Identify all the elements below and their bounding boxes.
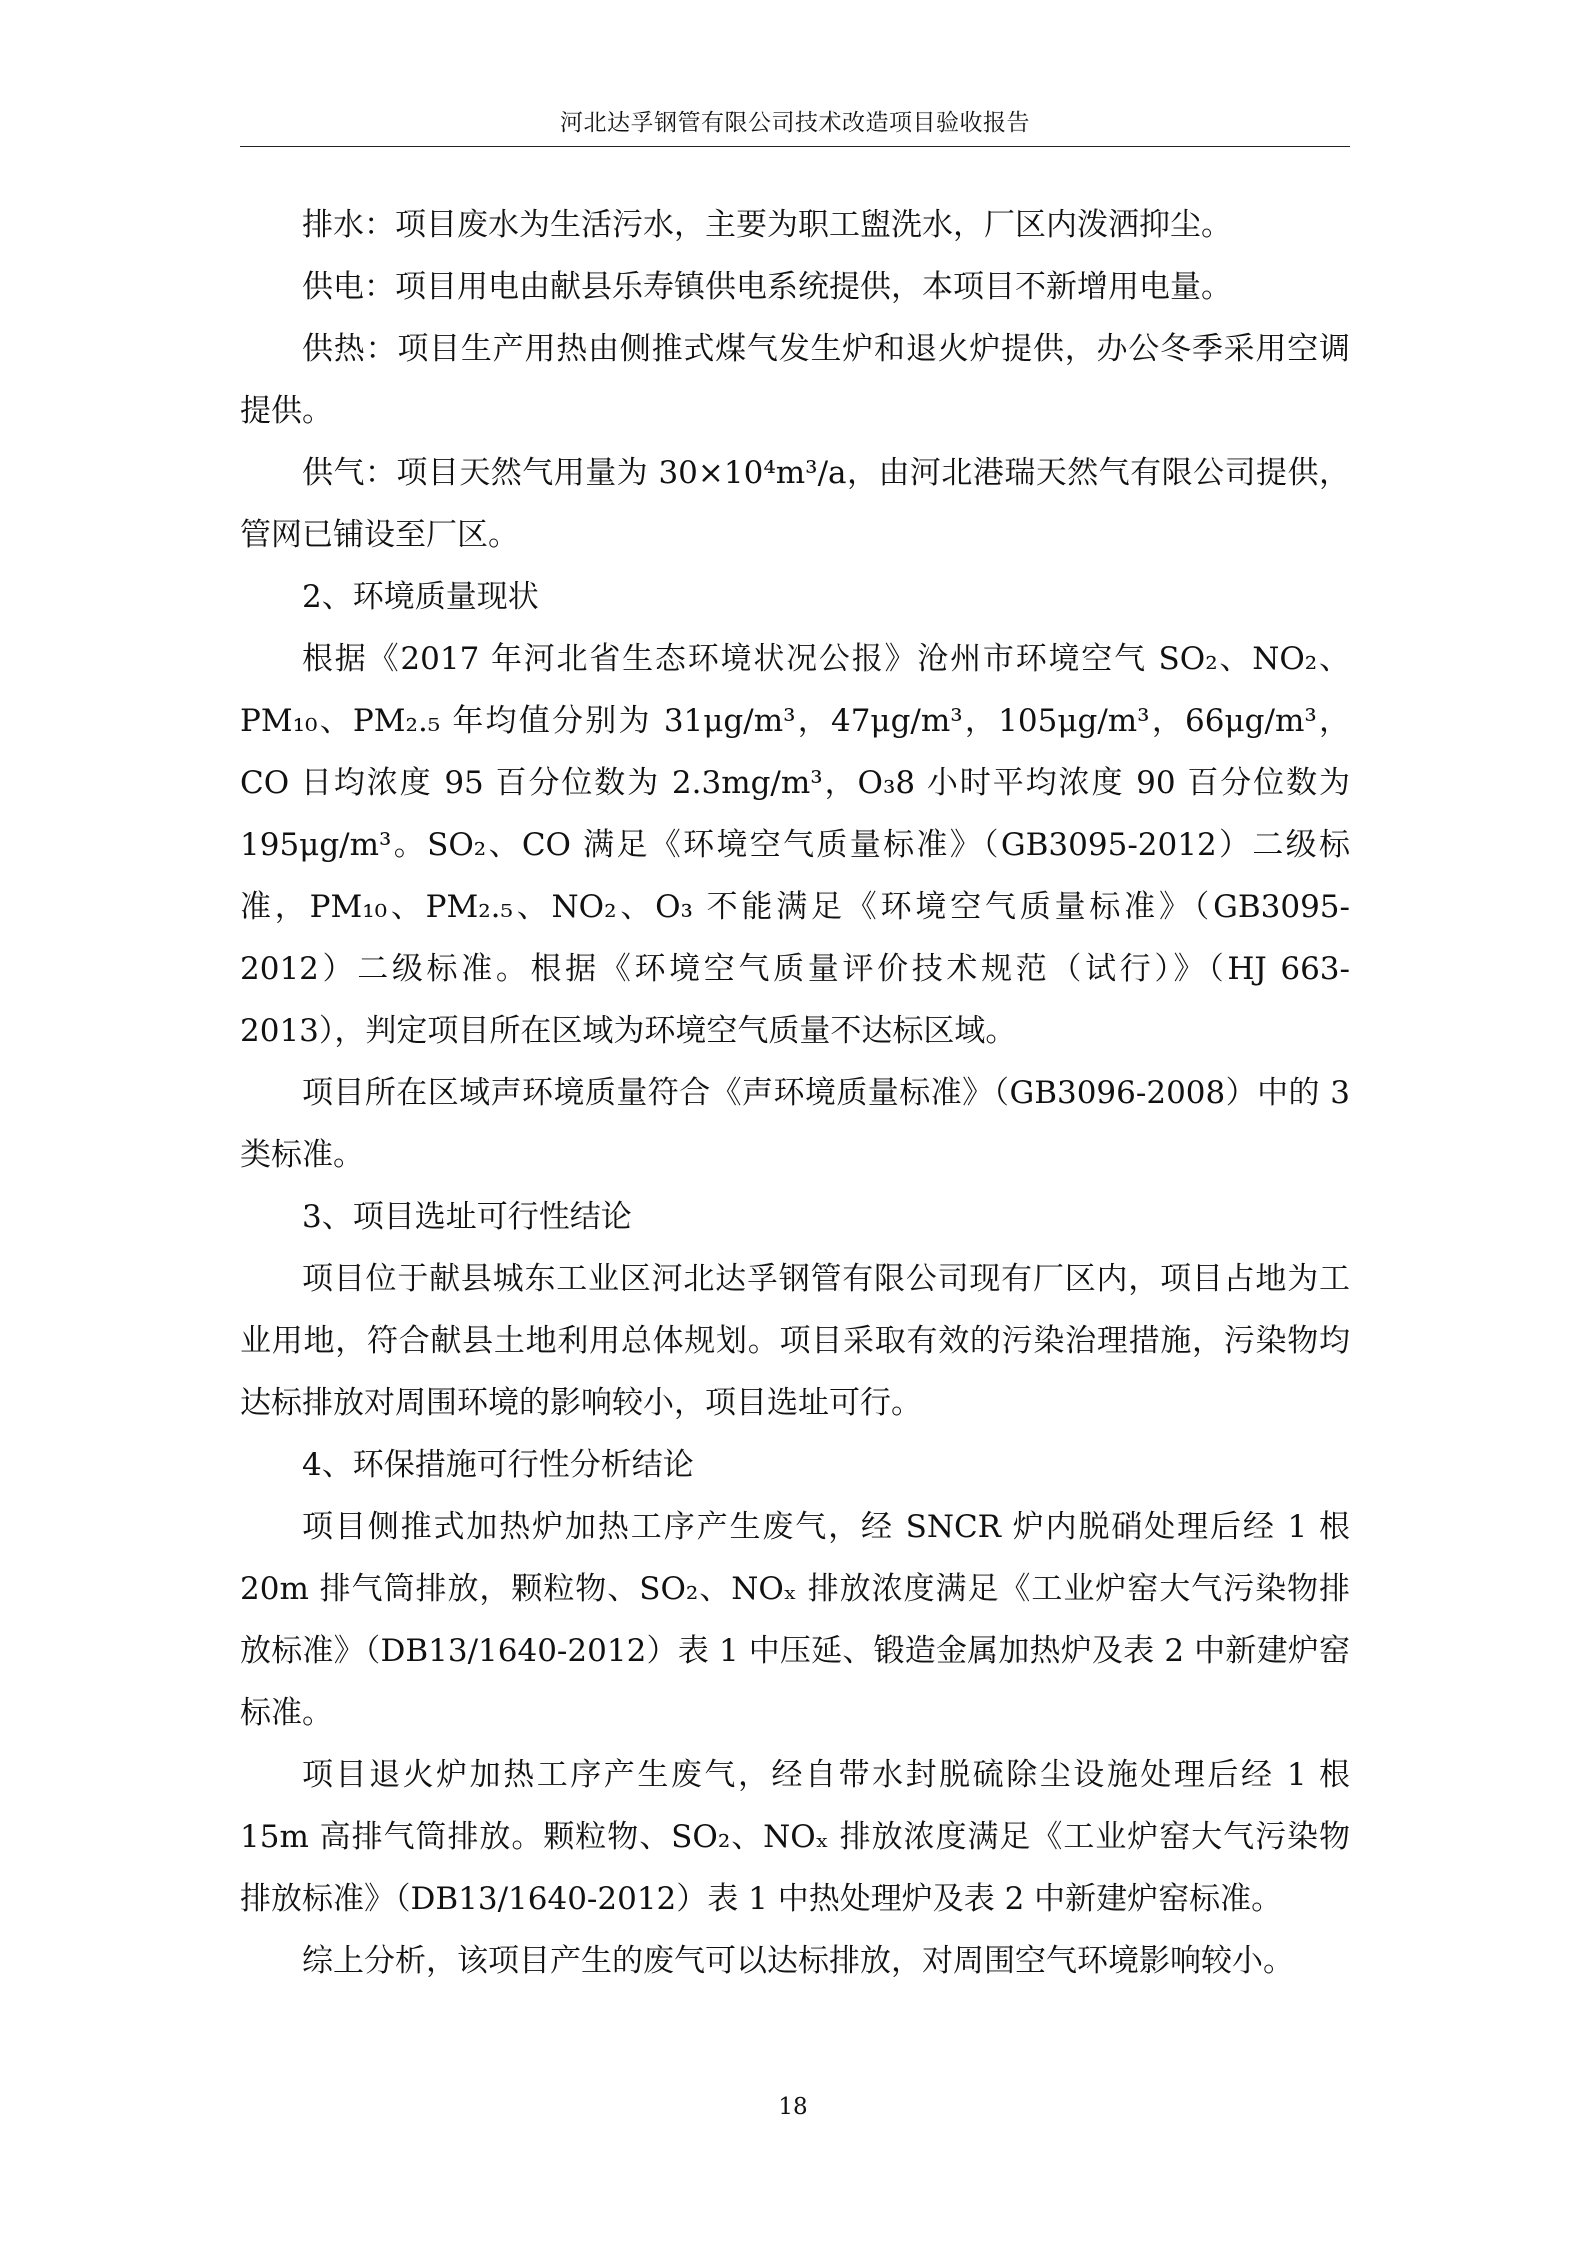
paragraph-conclusion: 综上分析，该项目产生的废气可以达标排放，对周围空气环境影响较小。	[302, 1943, 1294, 1979]
paragraph-gas-supply: 供气：项目天然气用量为 30×10⁴m³/a，由河北港瑞天然气有限公司提供，管网已铺设至厂区。	[240, 455, 1350, 553]
section-heading-measures-feasibility: 4、环保措施可行性分析结论	[302, 1447, 694, 1483]
paragraph-noise-quality: 项目所在区域声环境质量符合《声环境质量标准》（GB3096-2008）中的 3 类标准。	[240, 1075, 1350, 1173]
paragraph-power-supply: 供电：项目用电由献县乐寿镇供电系统提供，本项目不新增用电量。	[302, 269, 1232, 305]
paragraph-annealing-furnace: 项目退火炉加热工序产生废气，经自带水封脱硫除尘设施处理后经 1 根 15m 高排气筒排放。颗粒物、SO₂、NOₓ 排放浓度满足《工业炉窑大气污染物排放标准》（DB13/1640-2012）表 1 中热处理炉及表 2 中新建炉窑标准。	[240, 1757, 1350, 1917]
document-body	[240, 194, 1350, 1992]
page-header: 河北达孚钢管有限公司技术改造项目验收报告	[560, 110, 1030, 136]
page-number: 18	[778, 2094, 808, 2120]
section-heading-environment-quality: 2、环境质量现状	[302, 579, 539, 615]
section-heading-site-feasibility: 3、项目选址可行性结论	[302, 1199, 632, 1235]
paragraph-site-feasibility: 项目位于献县城东工业区河北达孚钢管有限公司现有厂区内，项目占地为工业用地，符合献县土地利用总体规划。项目采取有效的污染治理措施，污染物均达标排放对周围环境的影响较小，项目选址可行。	[240, 1261, 1350, 1421]
header-divider	[240, 146, 1350, 147]
paragraph-drainage: 排水：项目废水为生活污水，主要为职工盥洗水，厂区内泼洒抑尘。	[302, 207, 1232, 243]
paragraph-heat-supply: 供热：项目生产用热由侧推式煤气发生炉和退火炉提供，办公冬季采用空调提供。	[240, 331, 1350, 429]
paragraph-heating-furnace: 项目侧推式加热炉加热工序产生废气，经 SNCR 炉内脱硝处理后经 1 根 20m 排气筒排放，颗粒物、SO₂、NOₓ 排放浓度满足《工业炉窑大气污染物排放标准》（DB13/1640-2012）表 1 中压延、锻造金属加热炉及表 2 中新建炉窑标准。	[240, 1509, 1350, 1731]
paragraph-air-quality: 根据《2017 年河北省生态环境状况公报》沧州市环境空气 SO₂、NO₂、PM₁₀、PM₂.₅ 年均值分别为 31μg/m³，47μg/m³，105μg/m³，66μg/m³，CO 日均浓度 95 百分位数为 2.3mg/m³，O₃8 小时平均浓度 90 百分位数为 195μg/m³。SO₂、CO 满足《环境空气质量标准》（GB3095-2012）二级标准，PM₁₀、PM₂.₅、NO₂、O₃ 不能满足《环境空气质量标准》（GB3095-2012）二级标准。根据《环境空气质量评价技术规范（试行）》（HJ 663-2013），判定项目所在区域为环境空气质量不达标区域。	[240, 641, 1350, 1049]
